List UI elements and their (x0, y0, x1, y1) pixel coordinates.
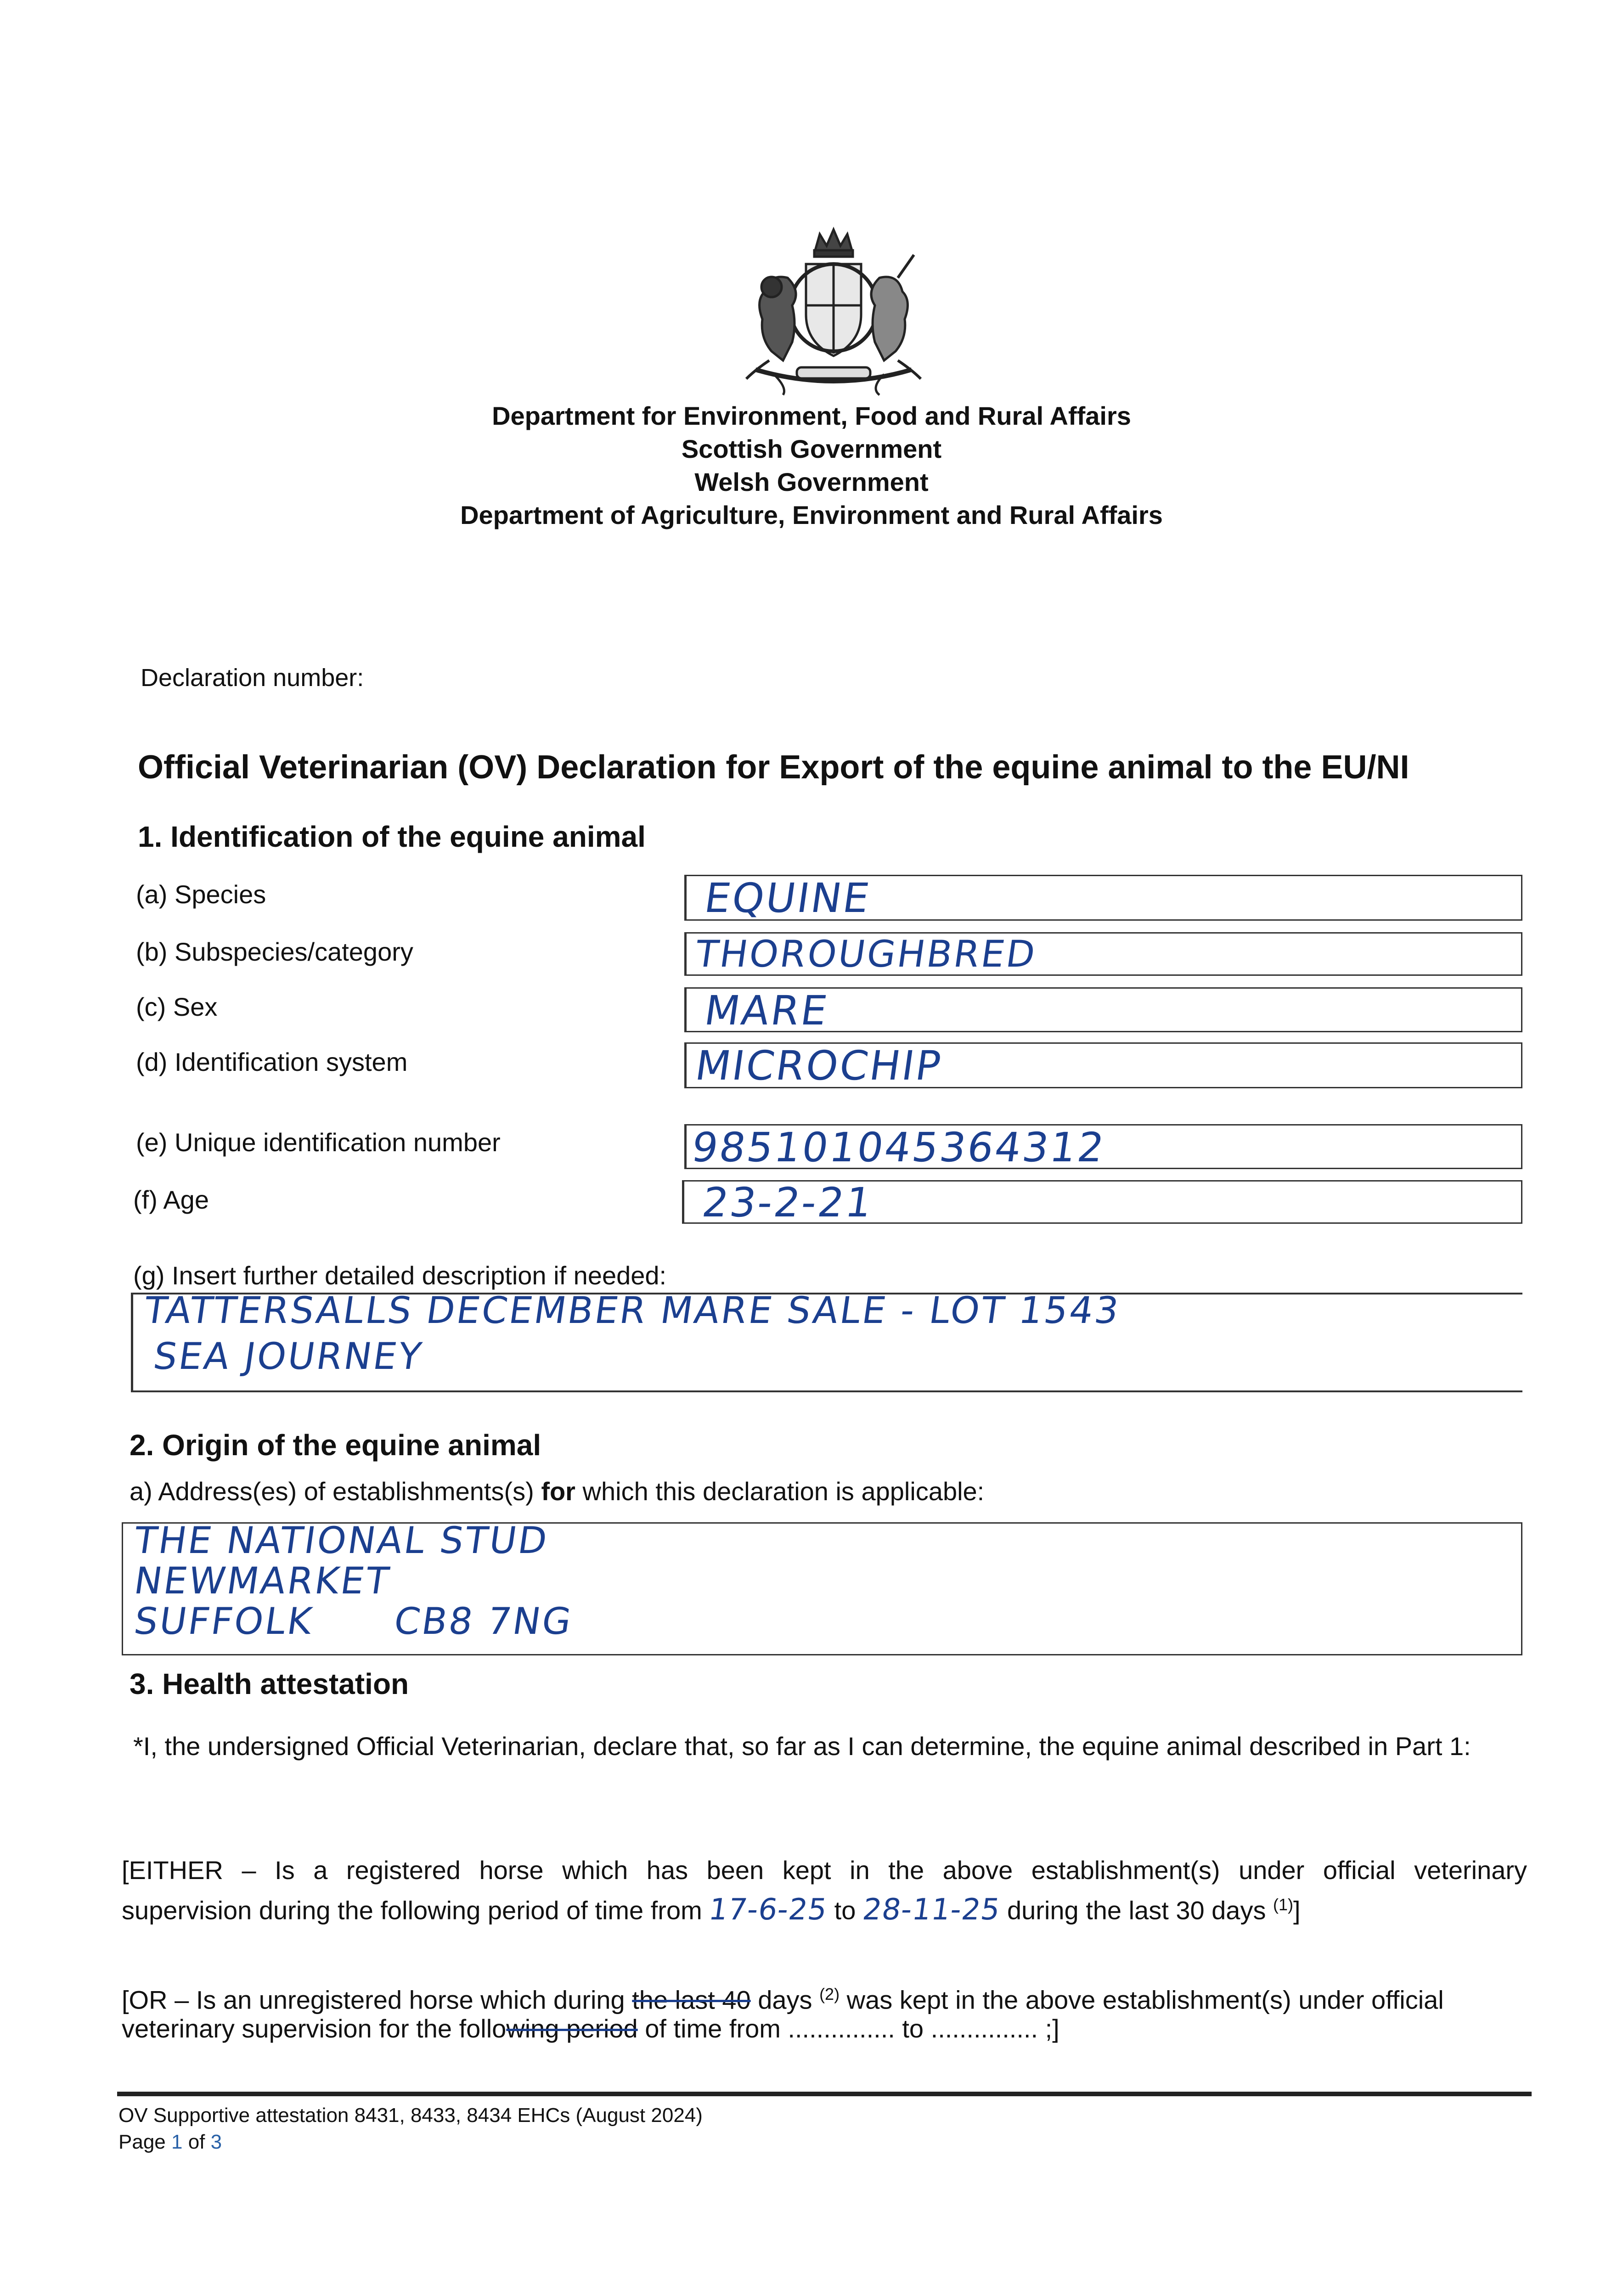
footer-page-number: Page 1 of 3 (118, 2131, 222, 2153)
either-clause-line2: supervision during the following period of time from 17-6-25 to 28-11-25 during the last 30 days $^{(1)}$] (122, 1892, 1301, 1927)
further-description-line2: SEA JOURNEY (151, 1335, 426, 1378)
further-description-bottom-rule (131, 1390, 1522, 1392)
further-description-line1: TATTERSALLS DECEMBER MARE SALE - LOT 1543 (141, 1289, 1123, 1332)
unique-id-label: (e) Unique identification number (136, 1128, 501, 1157)
age-field[interactable] (682, 1180, 1522, 1224)
health-attestation-intro: *I, the undersigned Official Veterinarian, declare that, so far as I can determine, the equine animal described in Part 1: (133, 1732, 1471, 1761)
sex-value: MARE (701, 987, 832, 1034)
either-from-date: 17-6-25 (707, 1892, 830, 1927)
dept-daera: Department of Agriculture, Environment and Rural Affairs (460, 501, 1163, 529)
further-description-label: (g) Insert further detailed description if needed: (133, 1261, 667, 1290)
either-clause-line1: [EITHER – Is a registered horse which has been kept in the above establishment(s) under official veterinary (122, 1856, 1527, 1885)
or-clause-line1: [OR – Is an unregistered horse which during the last 40 days $^{(2)}$ was kept in the above establishment(s) under official (122, 1985, 1444, 2015)
sex-field[interactable] (684, 987, 1522, 1032)
address-line1: THE NATIONAL STUD (131, 1519, 552, 1562)
declaration-number-label: Declaration number: (141, 664, 364, 692)
section1-heading: 1. Identification of the equine animal (138, 820, 646, 853)
subspecies-label: (b) Subspecies/category (136, 937, 413, 966)
subspecies-field[interactable] (684, 932, 1522, 976)
identification-system-label: (d) Identification system (136, 1047, 408, 1076)
department-header (352, 400, 1271, 532)
species-field[interactable] (684, 875, 1522, 921)
or-clause-line2: veterinary supervision for the following period of time from ............... to ............... ;] (122, 2014, 1059, 2043)
species-label: (a) Species (136, 880, 266, 909)
further-description-field[interactable] (133, 1289, 1522, 1390)
age-value: 23-2-21 (699, 1179, 877, 1226)
address-line3: SUFFOLK CB8 7NG (131, 1600, 576, 1643)
identification-system-value: MICROCHIP (692, 1042, 946, 1089)
species-value: EQUINE (701, 874, 874, 922)
dept-defra: Department for Environment, Food and Rural Affairs (492, 401, 1131, 430)
dept-scottish-gov: Scottish Government (681, 434, 942, 463)
either-to-date: 28-11-25 (860, 1892, 1003, 1927)
section3-heading: 3. Health attestation (130, 1667, 409, 1700)
sex-label: (c) Sex (136, 992, 218, 1021)
address-line2: NEWMARKET (131, 1559, 394, 1602)
age-label: (f) Age (133, 1185, 209, 1214)
identification-system-field[interactable] (684, 1042, 1522, 1088)
address-field[interactable] (122, 1519, 1522, 1655)
section2-heading: 2. Origin of the equine animal (130, 1429, 541, 1462)
unique-id-value: 985101045364312 (688, 1124, 1109, 1171)
footer-attestation-ref: OV Supportive attestation 8431, 8433, 8434 EHCs (August 2024) (118, 2104, 703, 2127)
dept-welsh-gov: Welsh Government (694, 467, 929, 496)
footer-rule (117, 2092, 1532, 2096)
page-title: Official Veterinarian (OV) Declaration for Export of the equine animal to the EU/NI (138, 749, 1409, 786)
royal-coat-of-arms-icon (728, 223, 939, 397)
subspecies-value: THOROUGHBRED (693, 933, 1040, 975)
unique-id-field[interactable] (684, 1124, 1522, 1169)
address-label: a) Address(es) of establishments(s) for which this declaration is applicable: (130, 1477, 985, 1506)
